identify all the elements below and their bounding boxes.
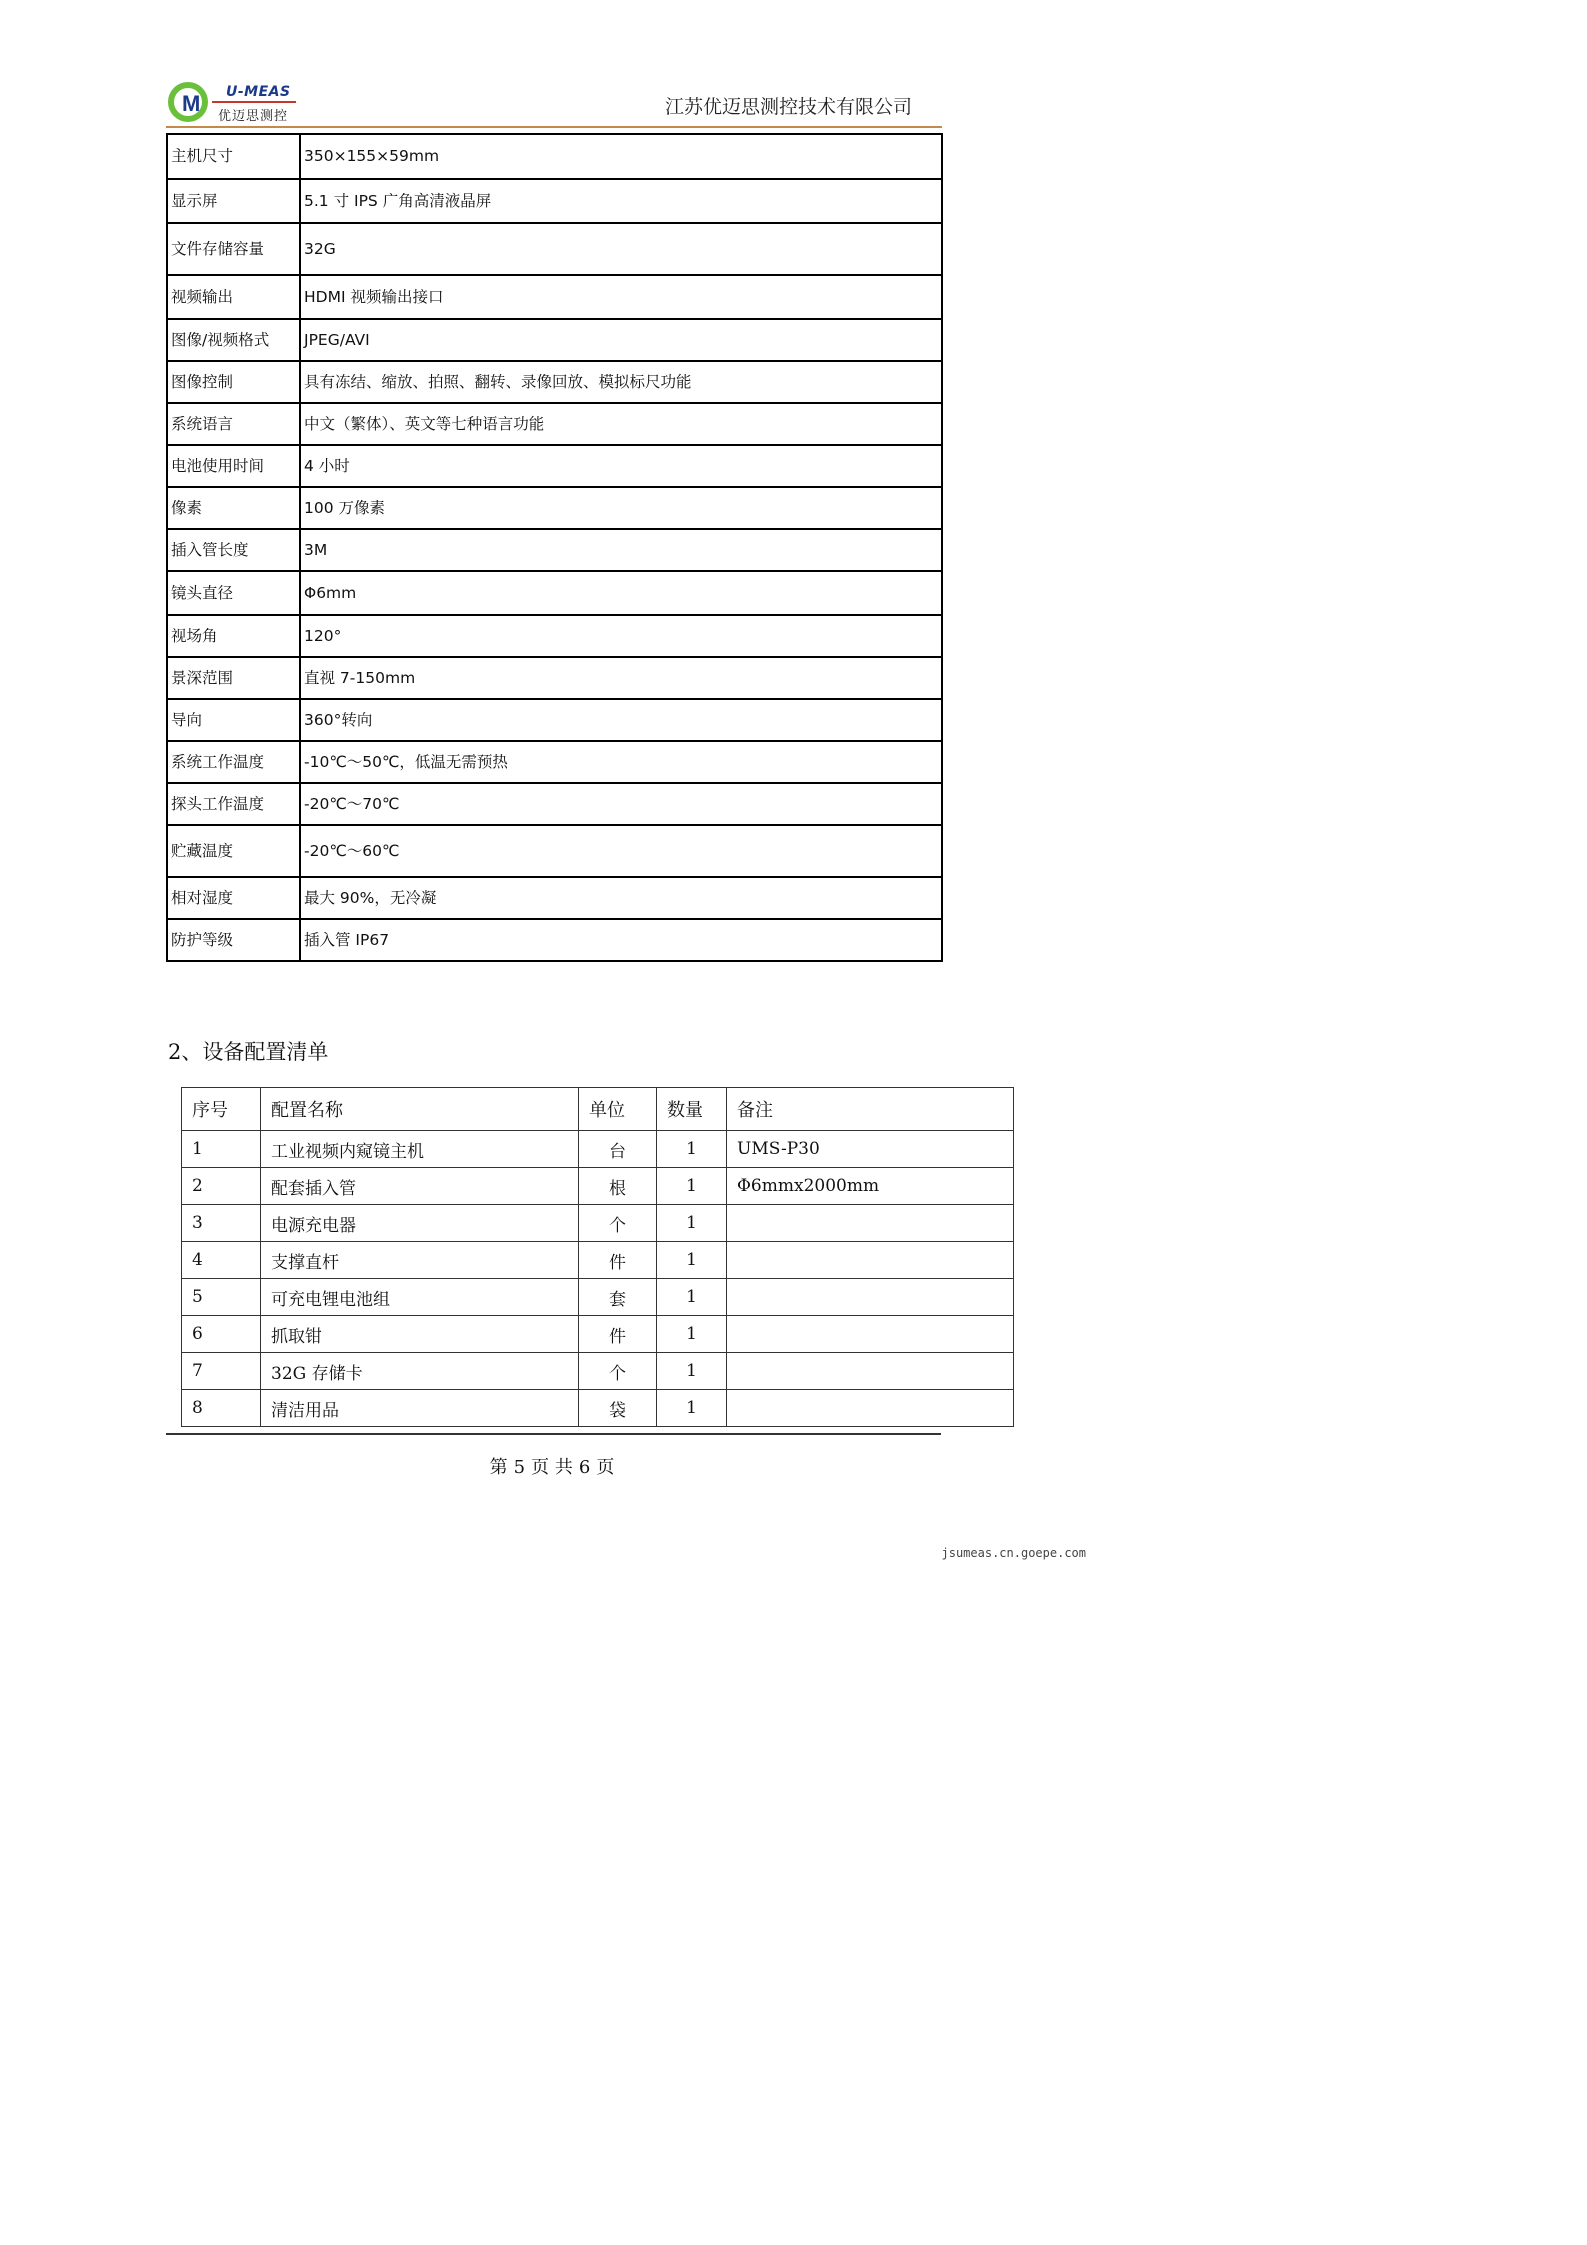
config-cell: 1 bbox=[657, 1353, 727, 1390]
config-row bbox=[182, 1316, 1014, 1353]
logo-underline bbox=[212, 101, 296, 103]
config-cell: 5 bbox=[182, 1279, 261, 1316]
header-divider bbox=[166, 126, 942, 128]
spec-key: 相对湿度 bbox=[167, 877, 300, 919]
config-row bbox=[182, 1390, 1014, 1427]
config-cell: 个 bbox=[579, 1205, 657, 1242]
config-header-cell: 数量 bbox=[657, 1088, 727, 1131]
watermark-url: jsumeas.cn.goepe.com bbox=[941, 1546, 1086, 1560]
config-cell bbox=[727, 1316, 1014, 1353]
config-cell: 4 bbox=[182, 1242, 261, 1279]
spec-key: 图像控制 bbox=[167, 361, 300, 403]
config-cell bbox=[727, 1205, 1014, 1242]
config-cell: 抓取钳 bbox=[261, 1316, 579, 1353]
config-cell: 6 bbox=[182, 1316, 261, 1353]
config-row bbox=[182, 1168, 1014, 1205]
page-number bbox=[0, 1453, 1104, 1479]
spec-row bbox=[167, 657, 942, 699]
config-cell: 1 bbox=[657, 1316, 727, 1353]
spec-row bbox=[167, 783, 942, 825]
page-total: 6 bbox=[578, 1457, 591, 1478]
spec-row bbox=[167, 223, 942, 275]
config-header-cell: 序号 bbox=[182, 1088, 261, 1131]
config-header-cell: 备注 bbox=[727, 1088, 1014, 1131]
spec-row bbox=[167, 615, 942, 657]
config-cell: 7 bbox=[182, 1353, 261, 1390]
spec-value: 具有冻结、缩放、拍照、翻转、录像回放、模拟标尺功能 bbox=[300, 361, 942, 403]
spec-row bbox=[167, 571, 942, 615]
config-cell: 袋 bbox=[579, 1390, 657, 1427]
config-cell: 台 bbox=[579, 1131, 657, 1168]
spec-value: 32G bbox=[300, 223, 942, 275]
spec-value: -20℃～70℃ bbox=[300, 783, 942, 825]
spec-key: 电池使用时间 bbox=[167, 445, 300, 487]
spec-key: 导向 bbox=[167, 699, 300, 741]
spec-key: 文件存储容量 bbox=[167, 223, 300, 275]
spec-value: 4 小时 bbox=[300, 445, 942, 487]
config-cell: 可充电锂电池组 bbox=[261, 1279, 579, 1316]
spec-value: JPEG/AVI bbox=[300, 319, 942, 361]
logo-chinese-text: 优迈思测控 bbox=[218, 109, 289, 124]
footer-divider bbox=[166, 1433, 941, 1435]
config-row bbox=[182, 1242, 1014, 1279]
spec-key: 显示屏 bbox=[167, 179, 300, 223]
config-cell: 套 bbox=[579, 1279, 657, 1316]
spec-value: 100 万像素 bbox=[300, 487, 942, 529]
spec-row bbox=[167, 275, 942, 319]
spec-row bbox=[167, 134, 942, 179]
config-cell: 1 bbox=[657, 1279, 727, 1316]
spec-key: 景深范围 bbox=[167, 657, 300, 699]
config-cell: 个 bbox=[579, 1353, 657, 1390]
company-name: 江苏优迈思测控技术有限公司 bbox=[664, 96, 912, 118]
config-cell: 件 bbox=[579, 1242, 657, 1279]
spec-row bbox=[167, 319, 942, 361]
config-cell: 工业视频内窥镜主机 bbox=[261, 1131, 579, 1168]
spec-row bbox=[167, 877, 942, 919]
logo-mark-icon bbox=[168, 80, 212, 124]
spec-value: 直视 7-150mm bbox=[300, 657, 942, 699]
config-cell: 配套插入管 bbox=[261, 1168, 579, 1205]
config-cell: 1 bbox=[657, 1131, 727, 1168]
spec-value: -10℃～50℃，低温无需预热 bbox=[300, 741, 942, 783]
spec-value: 3M bbox=[300, 529, 942, 571]
spec-key: 主机尺寸 bbox=[167, 134, 300, 179]
spec-key: 防护等级 bbox=[167, 919, 300, 961]
spec-value: HDMI 视频输出接口 bbox=[300, 275, 942, 319]
spec-value: 350×155×59mm bbox=[300, 134, 942, 179]
config-cell: 1 bbox=[657, 1205, 727, 1242]
spec-key: 像素 bbox=[167, 487, 300, 529]
config-header-cell: 单位 bbox=[579, 1088, 657, 1131]
config-cell bbox=[727, 1353, 1014, 1390]
spec-key: 图像/视频格式 bbox=[167, 319, 300, 361]
config-cell: 件 bbox=[579, 1316, 657, 1353]
spec-row bbox=[167, 361, 942, 403]
spec-row bbox=[167, 741, 942, 783]
logo-english-text: U-MEAS bbox=[226, 84, 291, 100]
spec-value: 360°转向 bbox=[300, 699, 942, 741]
spec-value: 插入管 IP67 bbox=[300, 919, 942, 961]
spec-table bbox=[166, 133, 943, 962]
config-cell bbox=[727, 1390, 1014, 1427]
config-cell: Φ6mmx2000mm bbox=[727, 1168, 1014, 1205]
spec-value: 最大 90%，无冷凝 bbox=[300, 877, 942, 919]
spec-row bbox=[167, 403, 942, 445]
spec-row bbox=[167, 445, 942, 487]
config-cell: 1 bbox=[657, 1390, 727, 1427]
config-cell: 1 bbox=[182, 1131, 261, 1168]
page-prefix: 第 bbox=[489, 1457, 508, 1478]
spec-key: 镜头直径 bbox=[167, 571, 300, 615]
spec-key: 视场角 bbox=[167, 615, 300, 657]
spec-row bbox=[167, 179, 942, 223]
spec-key: 系统工作温度 bbox=[167, 741, 300, 783]
company-logo bbox=[168, 80, 308, 126]
config-cell: 1 bbox=[657, 1242, 727, 1279]
config-cell: 清洁用品 bbox=[261, 1390, 579, 1427]
spec-value: 120° bbox=[300, 615, 942, 657]
config-cell bbox=[727, 1279, 1014, 1316]
config-cell: 3 bbox=[182, 1205, 261, 1242]
spec-row bbox=[167, 919, 942, 961]
config-cell: 2 bbox=[182, 1168, 261, 1205]
page-mid: 页 共 bbox=[531, 1457, 573, 1478]
config-cell bbox=[727, 1242, 1014, 1279]
spec-key: 插入管长度 bbox=[167, 529, 300, 571]
page-suffix: 页 bbox=[596, 1457, 615, 1478]
config-cell: 根 bbox=[579, 1168, 657, 1205]
config-header-cell: 配置名称 bbox=[261, 1088, 579, 1131]
config-row bbox=[182, 1205, 1014, 1242]
spec-row bbox=[167, 825, 942, 877]
spec-value: 5.1 寸 IPS 广角高清液晶屏 bbox=[300, 179, 942, 223]
spec-value: 中文（繁体）、英文等七种语言功能 bbox=[300, 403, 942, 445]
config-row bbox=[182, 1353, 1014, 1390]
config-row bbox=[182, 1131, 1014, 1168]
spec-key: 贮藏温度 bbox=[167, 825, 300, 877]
config-cell: 电源充电器 bbox=[261, 1205, 579, 1242]
config-cell: 1 bbox=[657, 1168, 727, 1205]
config-cell: UMS-P30 bbox=[727, 1131, 1014, 1168]
spec-key: 视频输出 bbox=[167, 275, 300, 319]
spec-row bbox=[167, 699, 942, 741]
config-cell: 8 bbox=[182, 1390, 261, 1427]
spec-row bbox=[167, 487, 942, 529]
spec-value: Φ6mm bbox=[300, 571, 942, 615]
config-cell: 32G 存储卡 bbox=[261, 1353, 579, 1390]
section-title: 2、设备配置清单 bbox=[168, 1040, 329, 1064]
spec-key: 探头工作温度 bbox=[167, 783, 300, 825]
spec-value: -20℃～60℃ bbox=[300, 825, 942, 877]
svg-text:M: M bbox=[182, 91, 201, 116]
spec-key: 系统语言 bbox=[167, 403, 300, 445]
config-row bbox=[182, 1279, 1014, 1316]
spec-row bbox=[167, 529, 942, 571]
config-table bbox=[181, 1087, 1014, 1427]
page-current: 5 bbox=[513, 1457, 526, 1478]
config-cell: 支撑直杆 bbox=[261, 1242, 579, 1279]
